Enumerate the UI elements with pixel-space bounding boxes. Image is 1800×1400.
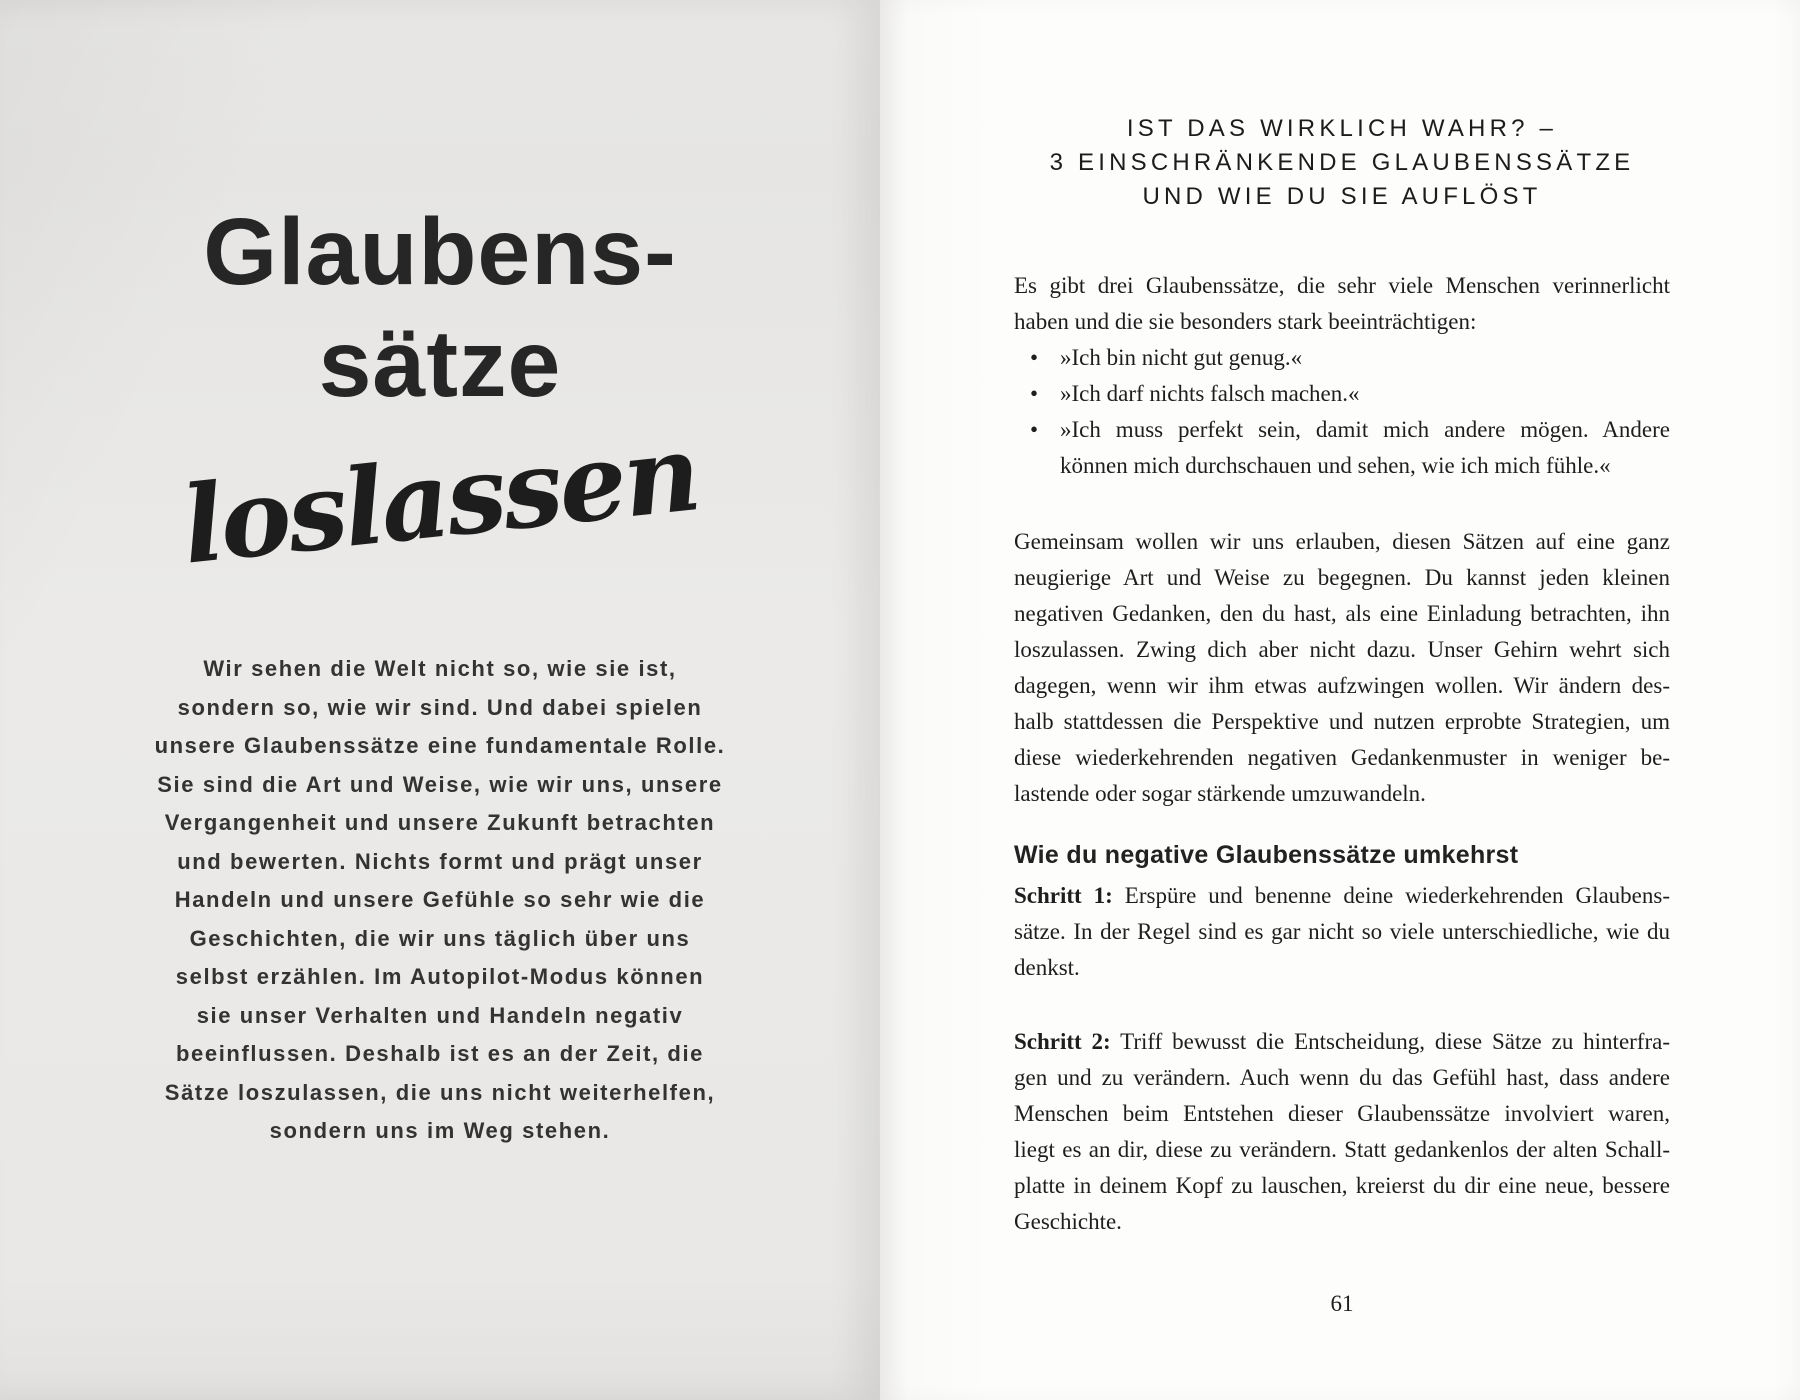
body-line: neugierige Art und Weise zu begegnen. Du kannst jeden kleinen xyxy=(1014,565,1670,590)
step-label: Schritt 1: xyxy=(1014,883,1113,908)
paragraph-gemeinsam xyxy=(1014,524,1670,812)
intro-line: sondern so, wie wir sind. Und dabei spielen xyxy=(177,694,703,720)
body-line: denkst. xyxy=(1014,955,1080,980)
intro-line: sie unser Verhalten und Handeln negativ xyxy=(196,1002,684,1028)
bullet-marker: • xyxy=(1030,345,1039,370)
subsection-heading: Wie du negative Glaubenssätze umkehrst xyxy=(1014,841,1519,869)
chapter-title-line-1: Glaubens- xyxy=(203,199,677,305)
section-heading-line-3: UND WIE DU SIE AUFLÖST xyxy=(1142,183,1542,210)
intro-line: Wir sehen die Welt nicht so, wie sie ist, xyxy=(203,656,677,681)
paragraph-intro xyxy=(1014,268,1670,484)
body-line: sätze. In der Regel sind es gar nicht so viele unterschiedliche, wie du xyxy=(1014,919,1670,944)
body-line: Geschichte. xyxy=(1014,1209,1122,1234)
paragraph-schritt-2 xyxy=(1014,1024,1670,1240)
bullet-text: »Ich bin nicht gut genug.« xyxy=(1060,345,1303,370)
right-page-content xyxy=(1014,0,1670,1322)
body-line: Gemeinsam wollen wir uns erlauben, diesen Sätzen auf eine ganz xyxy=(1014,529,1670,554)
section-heading-line-1: IST DAS WIRKLICH WAHR? – xyxy=(1126,115,1558,142)
body-line: liegt es an dir, diese zu verändern. Statt gedankenlos der alten Schall- xyxy=(1014,1137,1670,1162)
intro-line: und bewerten. Nichts formt und prägt unser xyxy=(177,848,703,874)
step-label: Schritt 2: xyxy=(1014,1029,1111,1054)
body-line: negativen Gedanken, den du hast, als eine Einladung betrachten, ihn xyxy=(1014,601,1670,626)
body-line: dagegen, wenn wir ihm etwas aufzwingen wollen. Wir ändern des- xyxy=(1014,673,1670,698)
bullet-text-line: können mich durchschauen und sehen, wie ich mich fühle.« xyxy=(1060,453,1611,478)
section-heading-line-2: 3 EINSCHRÄNKENDE GLAUBENSSÄTZE xyxy=(1049,149,1635,176)
intro-line: selbst erzählen. Im Autopilot-Modus können xyxy=(175,964,705,989)
bullet-item xyxy=(1014,340,1670,376)
intro-line: sondern uns im Weg stehen. xyxy=(269,1118,611,1143)
chapter-title-script-word: loslassen xyxy=(176,409,704,588)
bullet-marker: • xyxy=(1030,417,1039,442)
intro-line: Vergangenheit und unsere Zukunft betrachten xyxy=(164,810,716,835)
intro-line: Sie sind die Art und Weise, wie wir uns, unsere xyxy=(157,771,723,797)
intro-line: Geschichten, die wir uns täglich über uns xyxy=(189,925,691,951)
body-line: lastende oder sogar stärkende umzuwandeln. xyxy=(1014,781,1426,806)
bullet-item xyxy=(1014,412,1670,484)
bullet-text-line: »Ich muss perfekt sein, damit mich andere mögen. Andere xyxy=(1060,417,1670,442)
bullet-marker: • xyxy=(1030,381,1039,406)
left-page xyxy=(0,0,880,1400)
section-heading xyxy=(1014,112,1670,214)
body-line xyxy=(1014,878,1670,914)
intro-line: beeinflussen. Deshalb ist es an der Zeit, die xyxy=(175,1041,705,1066)
intro-line: unsere Glaubenssätze eine fundamentale Rolle. xyxy=(154,733,726,758)
body-line: platte in deinem Kopf zu lauschen, kreierst du dir eine neue, bessere xyxy=(1014,1173,1670,1198)
step-text: Triff bewusst die Entscheidung, diese Sätze zu hinterfra- xyxy=(1110,1029,1670,1054)
body-line: halb stattdessen die Perspektive und nutzen erprobte Strategien, um xyxy=(1014,709,1670,734)
chapter-title-line-2: sätze xyxy=(318,311,562,417)
page-number: 61 xyxy=(1330,1291,1354,1316)
left-page-content xyxy=(140,0,740,1151)
body-line: diese wiederkehrenden negativen Gedankenmuster in weniger be- xyxy=(1014,745,1670,770)
chapter-intro-paragraph xyxy=(140,650,740,1151)
bullet-text: »Ich darf nichts falsch machen.« xyxy=(1060,381,1360,406)
body-line: Menschen beim Entstehen dieser Glaubenssätze involviert waren, xyxy=(1014,1101,1670,1126)
body-line: gen und zu verändern. Auch wenn du das Gefühl hast, dass andere xyxy=(1014,1065,1670,1090)
paragraph-schritt-1 xyxy=(1014,878,1670,986)
intro-line: Handeln und unsere Gefühle so sehr wie die xyxy=(174,887,706,912)
chapter-title xyxy=(140,196,740,420)
intro-line: Sätze loszulassen, die uns nicht weiterhelfen, xyxy=(164,1079,716,1105)
body-line: loszulassen. Zwing dich aber nicht dazu. Unser Gehirn wehrt sich xyxy=(1014,637,1670,662)
bullet-item xyxy=(1014,376,1670,412)
body-line xyxy=(1014,1024,1670,1060)
right-page xyxy=(880,0,1800,1400)
body-line: Es gibt drei Glaubenssätze, die sehr viele Menschen verinnerlicht xyxy=(1014,273,1670,298)
step-text: Erspüre und benenne deine wiederkehrenden Glaubens- xyxy=(1112,883,1670,908)
body-line: haben und die sie besonders stark beeinträchtigen: xyxy=(1014,309,1477,334)
bullet-text xyxy=(1060,412,1670,484)
